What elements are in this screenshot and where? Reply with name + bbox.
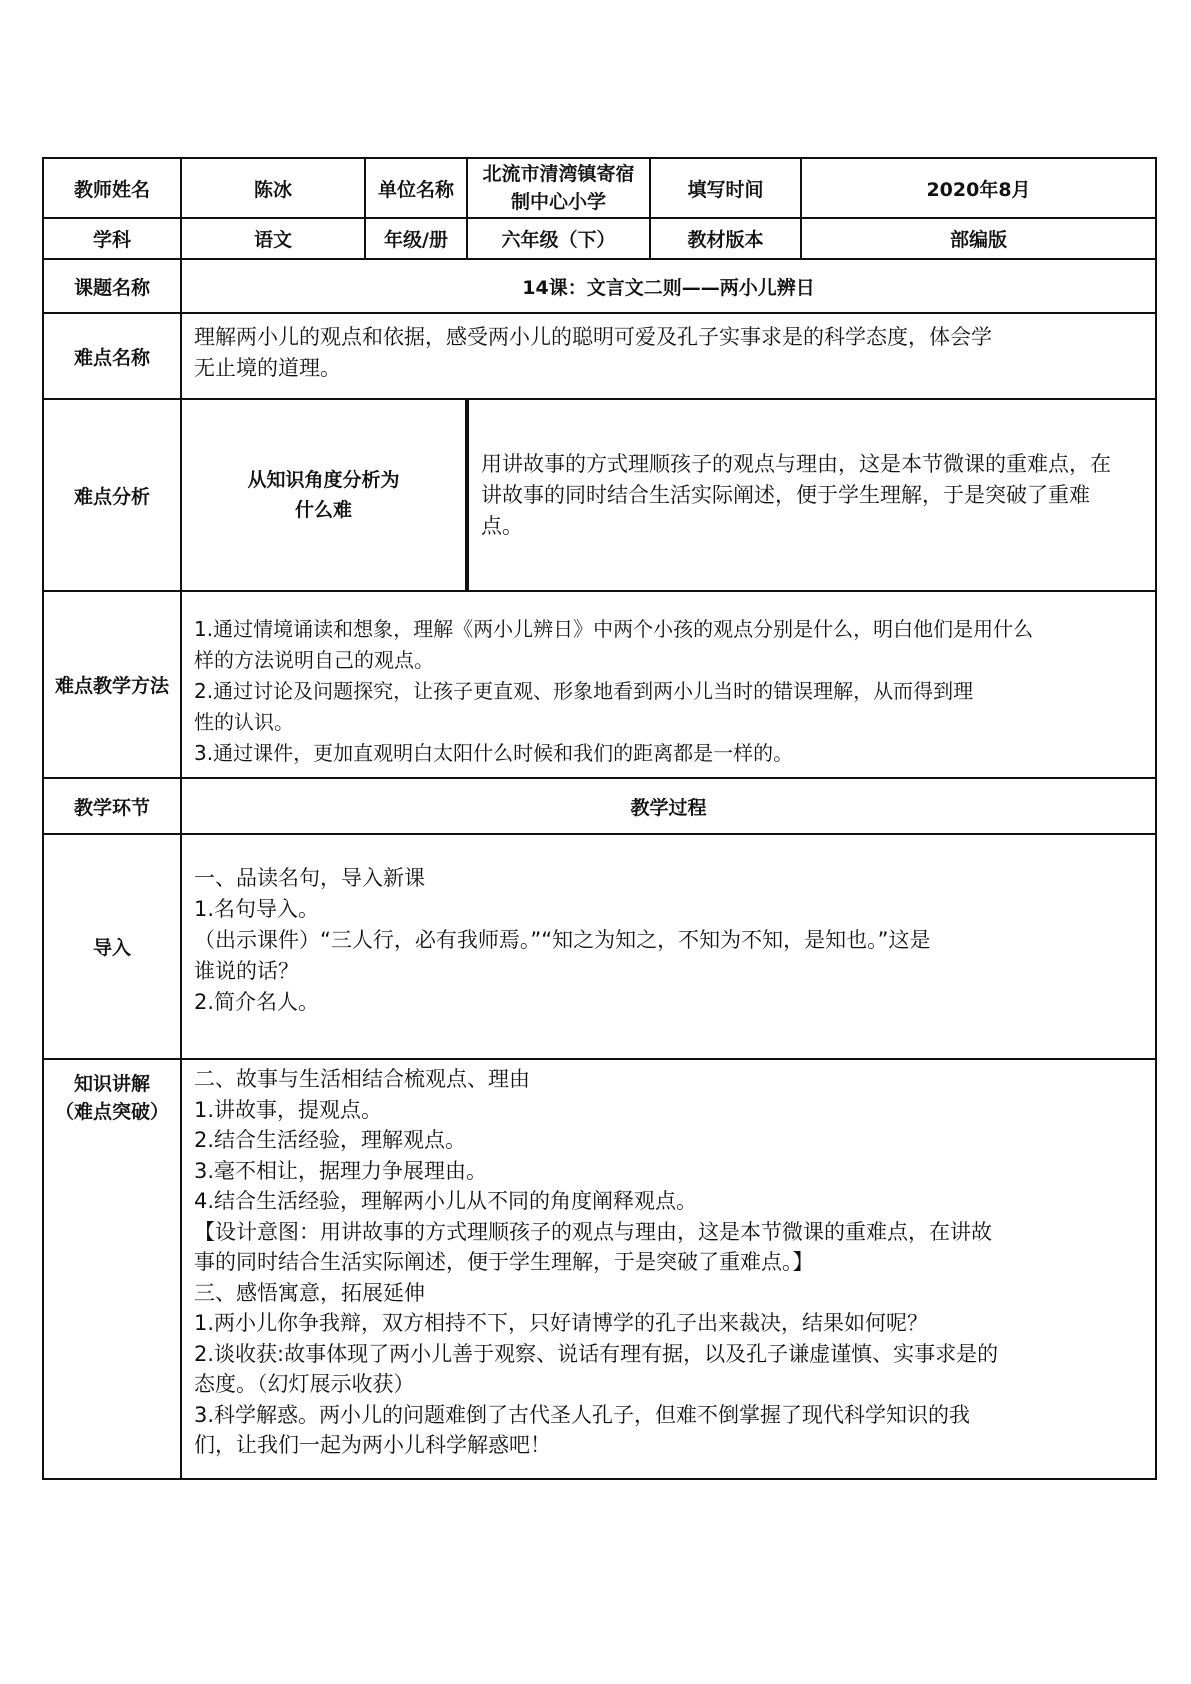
knowledge-line: 4.结合生活经验，理解两小儿从不同的角度阐释观点。	[194, 1189, 698, 1213]
knowledge-line: 1.讲故事，提观点。	[194, 1097, 383, 1122]
grade-value: 六年级（下）	[467, 218, 650, 259]
analysis-line: 讲故事的同时结合生活实际阐述，便于学生理解，于是突破了重难	[481, 482, 1090, 507]
knowledge-line: 3.毫不相让，据理力争展理由。	[194, 1158, 488, 1183]
analysis-sub-label-line2: 什么难	[294, 499, 352, 521]
analysis-text	[467, 399, 1156, 591]
difficulty-row	[43, 313, 1156, 399]
edition-label: 教材版本	[650, 218, 801, 259]
analysis-row	[43, 399, 1156, 591]
date-value: 2020年8月	[801, 158, 1156, 218]
method-row	[43, 591, 1156, 778]
knowledge-line: 1.两小儿你争我辩，双方相持不下，只好请博学的孔子出来裁决，结果如何呢？	[194, 1311, 929, 1335]
knowledge-label-line1: 知识讲解	[73, 1073, 150, 1095]
unit-value	[467, 158, 650, 218]
stage-label: 教学环节	[43, 778, 181, 834]
lesson-plan-table	[42, 157, 1157, 1480]
teacher-value: 陈冰	[181, 158, 365, 218]
knowledge-label-line2: （难点突破）	[54, 1101, 169, 1123]
process-label: 教学过程	[181, 778, 1156, 834]
intro-line: （出示课件）“三人行，必有我师焉。”“知之为知之，不知为不知，是知也。”这是	[194, 928, 931, 952]
method-label: 难点教学方法	[43, 591, 181, 778]
analysis-sub-label	[181, 399, 467, 591]
knowledge-line: 【设计意图：用讲故事的方式理顺孩子的观点与理由，这是本节微课的重难点，在讲故	[194, 1219, 992, 1244]
topic-row	[43, 259, 1156, 313]
knowledge-line: 态度。（幻灯展示收获）	[194, 1372, 415, 1396]
header-row-1	[43, 158, 1156, 218]
intro-text	[181, 834, 1156, 1059]
difficulty-line: 理解两小儿的观点和依据，感受两小儿的聪明可爱及孔子实事求是的科学态度，体会学	[194, 325, 992, 349]
intro-line: 1.名句导入。	[194, 897, 320, 921]
difficulty-line: 无止境的道理。	[194, 356, 341, 380]
analysis-line: 用讲故事的方式理顺孩子的观点与理由，这是本节微课的重难点，在	[481, 451, 1111, 476]
subject-label: 学科	[43, 218, 181, 259]
analysis-line: 点。	[481, 513, 523, 538]
grade-label: 年级/册	[365, 218, 467, 259]
knowledge-line: 事的同时结合生活实际阐述，便于学生理解，于是突破了重难点。】	[194, 1250, 814, 1274]
analysis-sub-label-line1: 从知识角度分析为	[247, 469, 400, 491]
date-label: 填写时间	[650, 158, 801, 218]
intro-line: 一、品读名句，导入新课	[194, 866, 425, 890]
method-text	[181, 591, 1156, 778]
difficulty-label: 难点名称	[43, 313, 181, 399]
method-line: 2.通过讨论及问题探究，让孩子更直观、形象地看到两小儿当时的错误理解，从而得到理	[194, 679, 974, 703]
method-line: 样的方法说明自己的观点。	[194, 648, 434, 672]
method-line: 性的认识。	[194, 710, 294, 734]
method-line: 1.通过情境诵读和想象，理解《两小儿辨日》中两个小孩的观点分别是什么，明白他们是用什么	[194, 617, 1034, 641]
knowledge-line: 三、感悟寓意，拓展延伸	[194, 1280, 425, 1305]
intro-row	[43, 834, 1156, 1059]
intro-line: 谁说的话？	[194, 959, 299, 983]
intro-line: 2.简介名人。	[194, 990, 320, 1014]
method-line: 3.通过课件，更加直观明白太阳什么时候和我们的距离都是一样的。	[194, 741, 794, 765]
knowledge-line: 3.科学解惑。两小儿的问题难倒了古代圣人孔子，但难不倒掌握了现代科学知识的我	[194, 1402, 971, 1427]
teacher-label: 教师姓名	[43, 158, 181, 218]
topic-value: 14课：文言文二则——两小儿辨日	[181, 259, 1156, 313]
analysis-label: 难点分析	[43, 399, 181, 591]
subject-value: 语文	[181, 218, 365, 259]
unit-label: 单位名称	[365, 158, 467, 218]
unit-value-line1: 北流市清湾镇寄宿	[482, 163, 635, 185]
knowledge-line: 2.结合生活经验，理解观点。	[194, 1128, 467, 1152]
process-header-row	[43, 778, 1156, 834]
intro-label: 导入	[43, 834, 181, 1059]
difficulty-text	[181, 313, 1156, 399]
knowledge-line: 2.谈收获:故事体现了两小儿善于观察、说话有理有据，以及孔子谦虚谨慎、实事求是的	[194, 1341, 999, 1366]
knowledge-row	[43, 1059, 1156, 1479]
header-row-2	[43, 218, 1156, 259]
knowledge-line: 二、故事与生活相结合梳观点、理由	[194, 1067, 530, 1091]
edition-value: 部编版	[801, 218, 1156, 259]
knowledge-line: 们，让我们一起为两小儿科学解惑吧！	[194, 1433, 551, 1457]
topic-label: 课题名称	[43, 259, 181, 313]
knowledge-text	[181, 1059, 1156, 1479]
knowledge-label	[43, 1059, 181, 1479]
unit-value-line2: 制中心小学	[510, 191, 606, 213]
